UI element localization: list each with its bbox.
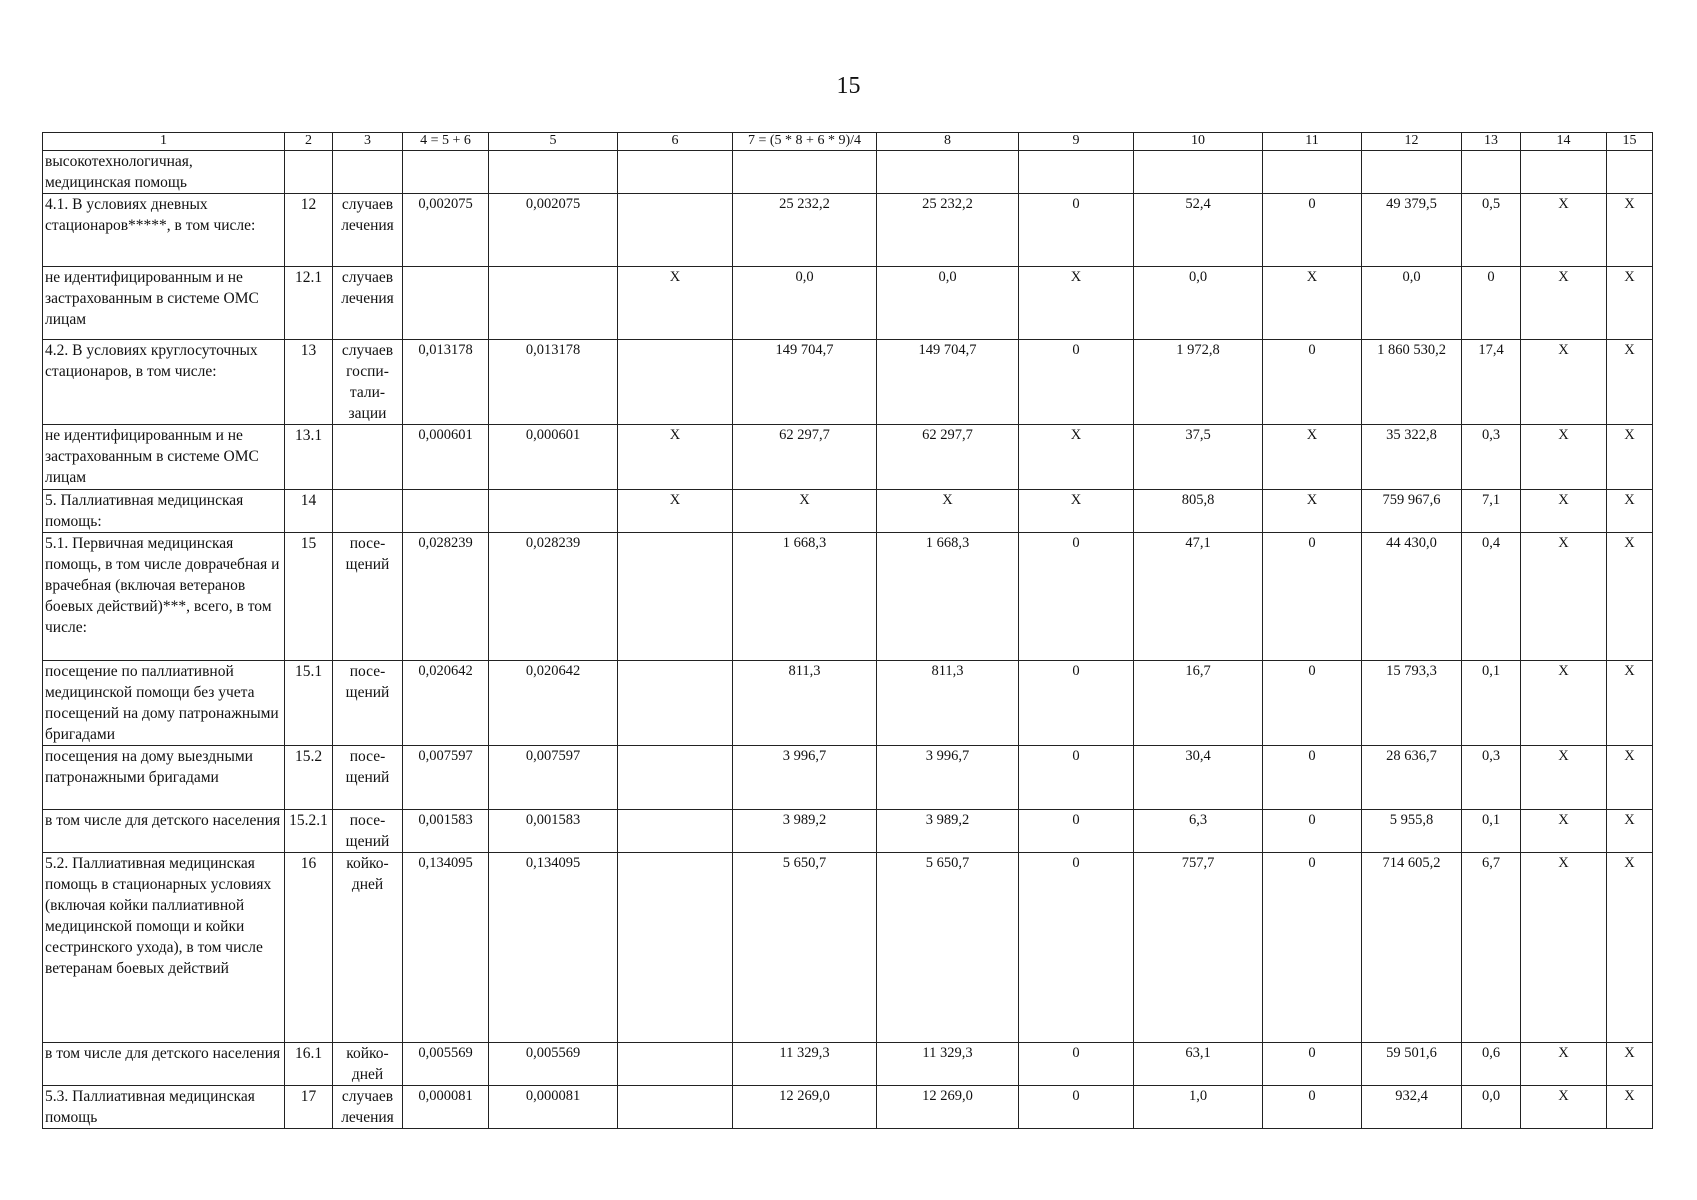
- table-cell-col-14: Х: [1521, 810, 1607, 853]
- table-cell-col-12: 15 793,3: [1362, 661, 1462, 746]
- table-cell-col-5: 0,028239: [489, 533, 618, 661]
- table-cell-col-11: 0: [1263, 533, 1362, 661]
- table-cell-col-13: 0,3: [1462, 425, 1521, 490]
- table-cell-col-3: [333, 490, 403, 533]
- table-cell-col-10: 757,7: [1134, 853, 1263, 1043]
- table-cell-col-14: Х: [1521, 1086, 1607, 1129]
- column-header-13: 13: [1462, 133, 1521, 151]
- table-cell-col-12: 759 967,6: [1362, 490, 1462, 533]
- table-cell-col-3: койко-дней: [333, 1043, 403, 1086]
- table-cell-col-8: [877, 151, 1019, 194]
- table-cell-col-1: не идентифицированным и не застрахованным в системе ОМС лицам: [43, 267, 285, 340]
- table-cell-col-5: 0,002075: [489, 194, 618, 267]
- table-cell-col-8: 5 650,7: [877, 853, 1019, 1043]
- table-cell-col-10: 37,5: [1134, 425, 1263, 490]
- table-cell-col-8: 62 297,7: [877, 425, 1019, 490]
- table-cell-col-5: 0,007597: [489, 746, 618, 810]
- table-cell-col-1: в том числе для детского населения: [43, 810, 285, 853]
- table-cell-col-3: случаев лечения: [333, 267, 403, 340]
- table-cell-col-9: 0: [1019, 853, 1134, 1043]
- table-cell-col-11: 0: [1263, 661, 1362, 746]
- table-cell-col-8: 25 232,2: [877, 194, 1019, 267]
- table-cell-col-10: 63,1: [1134, 1043, 1263, 1086]
- table-cell-col-2: 13: [285, 340, 333, 425]
- table-cell-col-4: 0,000601: [403, 425, 489, 490]
- table-cell-col-13: 0,1: [1462, 810, 1521, 853]
- table-cell-col-14: Х: [1521, 1043, 1607, 1086]
- table-cell-col-10: 0,0: [1134, 267, 1263, 340]
- table-cell-col-11: 0: [1263, 746, 1362, 810]
- table-cell-col-2: 15.2: [285, 746, 333, 810]
- table-cell-col-12: 44 430,0: [1362, 533, 1462, 661]
- table-cell-col-3: посе-щений: [333, 810, 403, 853]
- table-cell-col-7: 1 668,3: [733, 533, 877, 661]
- table-cell-col-4: 0,002075: [403, 194, 489, 267]
- table-cell-col-15: Х: [1607, 194, 1653, 267]
- table-cell-col-6: Х: [618, 267, 733, 340]
- table-cell-col-11: 0: [1263, 1043, 1362, 1086]
- table-cell-col-2: 12.1: [285, 267, 333, 340]
- table-cell-col-6: [618, 194, 733, 267]
- table-cell-col-12: 59 501,6: [1362, 1043, 1462, 1086]
- table-cell-col-11: 0: [1263, 853, 1362, 1043]
- table-row: [43, 1086, 1653, 1129]
- table-cell-col-6: Х: [618, 425, 733, 490]
- table-cell-col-4: 0,005569: [403, 1043, 489, 1086]
- header-row: [43, 133, 1653, 151]
- table-cell-col-15: Х: [1607, 746, 1653, 810]
- table-cell-col-12: 932,4: [1362, 1086, 1462, 1129]
- table-cell-col-4: 0,007597: [403, 746, 489, 810]
- table-row: [43, 340, 1653, 425]
- table-cell-col-14: Х: [1521, 490, 1607, 533]
- table-cell-col-9: 0: [1019, 746, 1134, 810]
- table-cell-col-13: 17,4: [1462, 340, 1521, 425]
- table-cell-col-9: 0: [1019, 1043, 1134, 1086]
- table-cell-col-2: 12: [285, 194, 333, 267]
- table-cell-col-2: 15.1: [285, 661, 333, 746]
- table-cell-col-14: Х: [1521, 194, 1607, 267]
- table-cell-col-4: [403, 490, 489, 533]
- table-cell-col-9: Х: [1019, 425, 1134, 490]
- table-cell-col-1: 5. Паллиативная медицинская помощь:: [43, 490, 285, 533]
- table-cell-col-9: [1019, 151, 1134, 194]
- table-cell-col-12: [1362, 151, 1462, 194]
- table-cell-col-10: 47,1: [1134, 533, 1263, 661]
- table-cell-col-1: 4.1. В условиях дневных стационаров*****, в том числе:: [43, 194, 285, 267]
- table-cell-col-3: [333, 425, 403, 490]
- table-cell-col-15: Х: [1607, 533, 1653, 661]
- table-cell-col-7: 12 269,0: [733, 1086, 877, 1129]
- table-cell-col-2: [285, 151, 333, 194]
- table-cell-col-14: Х: [1521, 853, 1607, 1043]
- table-cell-col-3: [333, 151, 403, 194]
- table-cell-col-12: 28 636,7: [1362, 746, 1462, 810]
- column-header-1: 1: [43, 133, 285, 151]
- table-cell-col-6: [618, 1043, 733, 1086]
- table-cell-col-5: [489, 151, 618, 194]
- table-cell-col-4: 0,134095: [403, 853, 489, 1043]
- data-table: [42, 132, 1653, 1129]
- table-cell-col-9: Х: [1019, 490, 1134, 533]
- table-cell-col-7: [733, 151, 877, 194]
- table-cell-col-7: 5 650,7: [733, 853, 877, 1043]
- table-cell-col-8: 11 329,3: [877, 1043, 1019, 1086]
- table-cell-col-2: 15: [285, 533, 333, 661]
- table-cell-col-6: [618, 1086, 733, 1129]
- table-cell-col-11: 0: [1263, 810, 1362, 853]
- table-cell-col-14: Х: [1521, 340, 1607, 425]
- column-header-8: 8: [877, 133, 1019, 151]
- column-header-4: 4 = 5 + 6: [403, 133, 489, 151]
- table-cell-col-5: 0,005569: [489, 1043, 618, 1086]
- table-cell-col-9: 0: [1019, 194, 1134, 267]
- table-cell-col-8: 0,0: [877, 267, 1019, 340]
- table-cell-col-2: 14: [285, 490, 333, 533]
- table-cell-col-14: [1521, 151, 1607, 194]
- table-cell-col-9: 0: [1019, 810, 1134, 853]
- table-cell-col-3: койко-дней: [333, 853, 403, 1043]
- table-cell-col-1: посещения на дому выездными патронажными бригадами: [43, 746, 285, 810]
- table-cell-col-12: 0,0: [1362, 267, 1462, 340]
- table-cell-col-5: 0,020642: [489, 661, 618, 746]
- table-cell-col-15: Х: [1607, 490, 1653, 533]
- table-cell-col-3: посе-щений: [333, 533, 403, 661]
- table-cell-col-6: [618, 661, 733, 746]
- table-cell-col-6: [618, 810, 733, 853]
- table-row: [43, 533, 1653, 661]
- column-header-11: 11: [1263, 133, 1362, 151]
- table-cell-col-15: Х: [1607, 340, 1653, 425]
- table-row: [43, 853, 1653, 1043]
- table-cell-col-6: [618, 533, 733, 661]
- table-cell-col-15: Х: [1607, 1086, 1653, 1129]
- column-header-12: 12: [1362, 133, 1462, 151]
- table-cell-col-2: 15.2.1: [285, 810, 333, 853]
- table-cell-col-2: 17: [285, 1086, 333, 1129]
- table-row: [43, 151, 1653, 194]
- table-row: [43, 267, 1653, 340]
- table-cell-col-10: 805,8: [1134, 490, 1263, 533]
- table-cell-col-9: 0: [1019, 661, 1134, 746]
- table-cell-col-1: 5.3. Паллиативная медицинская помощь: [43, 1086, 285, 1129]
- table-cell-col-6: [618, 853, 733, 1043]
- table-cell-col-10: 1,0: [1134, 1086, 1263, 1129]
- table-cell-col-12: 49 379,5: [1362, 194, 1462, 267]
- table-cell-col-3: случаев лечения: [333, 1086, 403, 1129]
- table-cell-col-4: 0,013178: [403, 340, 489, 425]
- table-cell-col-5: [489, 490, 618, 533]
- column-header-14: 14: [1521, 133, 1607, 151]
- table-cell-col-13: 0,4: [1462, 533, 1521, 661]
- table-cell-col-14: Х: [1521, 267, 1607, 340]
- table-cell-col-1: посещение по паллиативной медицинской помощи без учета посещений на дому патронажными бригадами: [43, 661, 285, 746]
- table-cell-col-15: Х: [1607, 810, 1653, 853]
- table-cell-col-13: 7,1: [1462, 490, 1521, 533]
- table-cell-col-3: случаев лечения: [333, 194, 403, 267]
- table-cell-col-1: в том числе для детского населения: [43, 1043, 285, 1086]
- table-cell-col-11: 0: [1263, 340, 1362, 425]
- table-row: [43, 661, 1653, 746]
- table-cell-col-1: не идентифицированным и не застрахованным в системе ОМС лицам: [43, 425, 285, 490]
- table-cell-col-15: Х: [1607, 661, 1653, 746]
- table-cell-col-13: 0,3: [1462, 746, 1521, 810]
- table-cell-col-8: 3 989,2: [877, 810, 1019, 853]
- table-cell-col-5: 0,000601: [489, 425, 618, 490]
- table-cell-col-14: Х: [1521, 533, 1607, 661]
- table-cell-col-9: 0: [1019, 533, 1134, 661]
- table-body: [43, 151, 1653, 1129]
- table-cell-col-6: [618, 151, 733, 194]
- table-cell-col-4: 0,000081: [403, 1086, 489, 1129]
- table-cell-col-5: 0,000081: [489, 1086, 618, 1129]
- table-cell-col-7: 149 704,7: [733, 340, 877, 425]
- table-cell-col-14: Х: [1521, 425, 1607, 490]
- table-cell-col-15: [1607, 151, 1653, 194]
- table-cell-col-9: 0: [1019, 1086, 1134, 1129]
- column-header-2: 2: [285, 133, 333, 151]
- column-header-9: 9: [1019, 133, 1134, 151]
- table-row: [43, 810, 1653, 853]
- table-row: [43, 194, 1653, 267]
- table-cell-col-13: [1462, 151, 1521, 194]
- table-cell-col-15: Х: [1607, 1043, 1653, 1086]
- table-cell-col-2: 16: [285, 853, 333, 1043]
- table-cell-col-12: 35 322,8: [1362, 425, 1462, 490]
- table-cell-col-7: 25 232,2: [733, 194, 877, 267]
- table-cell-col-7: 3 996,7: [733, 746, 877, 810]
- column-header-10: 10: [1134, 133, 1263, 151]
- table-cell-col-7: Х: [733, 490, 877, 533]
- table-cell-col-10: 6,3: [1134, 810, 1263, 853]
- table-cell-col-14: Х: [1521, 661, 1607, 746]
- column-header-6: 6: [618, 133, 733, 151]
- table-cell-col-10: 1 972,8: [1134, 340, 1263, 425]
- table-cell-col-6: Х: [618, 490, 733, 533]
- table-cell-col-1: 5.2. Паллиативная медицинская помощь в стационарных условиях (включая койки паллиативной медицинской помощи и койки сестринского ухода), в том числе ветеранам боевых действий: [43, 853, 285, 1043]
- table-cell-col-2: 16.1: [285, 1043, 333, 1086]
- table-cell-col-12: 1 860 530,2: [1362, 340, 1462, 425]
- table-cell-col-3: посе-щений: [333, 661, 403, 746]
- table-cell-col-7: 62 297,7: [733, 425, 877, 490]
- table-cell-col-10: 16,7: [1134, 661, 1263, 746]
- table-cell-col-12: 714 605,2: [1362, 853, 1462, 1043]
- table-cell-col-14: Х: [1521, 746, 1607, 810]
- table-cell-col-5: 0,134095: [489, 853, 618, 1043]
- table-cell-col-7: 0,0: [733, 267, 877, 340]
- table-cell-col-11: Х: [1263, 490, 1362, 533]
- table-row: [43, 746, 1653, 810]
- table-cell-col-13: 0: [1462, 267, 1521, 340]
- table-cell-col-6: [618, 340, 733, 425]
- table-cell-col-7: 3 989,2: [733, 810, 877, 853]
- table-cell-col-13: 0,5: [1462, 194, 1521, 267]
- table-cell-col-7: 811,3: [733, 661, 877, 746]
- table-cell-col-8: 1 668,3: [877, 533, 1019, 661]
- table-cell-col-2: 13.1: [285, 425, 333, 490]
- table-cell-col-3: посе-щений: [333, 746, 403, 810]
- table-cell-col-13: 0,1: [1462, 661, 1521, 746]
- table-cell-col-5: 0,013178: [489, 340, 618, 425]
- table-cell-col-8: 149 704,7: [877, 340, 1019, 425]
- table-cell-col-13: 0,6: [1462, 1043, 1521, 1086]
- table-cell-col-10: 52,4: [1134, 194, 1263, 267]
- table-cell-col-15: Х: [1607, 853, 1653, 1043]
- table-cell-col-4: [403, 267, 489, 340]
- table-cell-col-8: 3 996,7: [877, 746, 1019, 810]
- table-cell-col-5: 0,001583: [489, 810, 618, 853]
- table-cell-col-13: 6,7: [1462, 853, 1521, 1043]
- column-header-5: 5: [489, 133, 618, 151]
- table-cell-col-1: высокотехнологичная, медицинская помощь: [43, 151, 285, 194]
- table-cell-col-1: 4.2. В условиях круглосуточных стационаров, в том числе:: [43, 340, 285, 425]
- table-cell-col-5: [489, 267, 618, 340]
- table-row: [43, 425, 1653, 490]
- table-cell-col-8: 811,3: [877, 661, 1019, 746]
- table-cell-col-4: 0,028239: [403, 533, 489, 661]
- table-cell-col-10: 30,4: [1134, 746, 1263, 810]
- table-cell-col-15: Х: [1607, 425, 1653, 490]
- table-cell-col-10: [1134, 151, 1263, 194]
- table-cell-col-9: 0: [1019, 340, 1134, 425]
- page-number: 15: [836, 73, 861, 99]
- table-cell-col-11: 0: [1263, 194, 1362, 267]
- table-cell-col-8: Х: [877, 490, 1019, 533]
- table-cell-col-4: [403, 151, 489, 194]
- table-cell-col-7: 11 329,3: [733, 1043, 877, 1086]
- table-cell-col-11: Х: [1263, 425, 1362, 490]
- table-cell-col-13: 0,0: [1462, 1086, 1521, 1129]
- table-cell-col-4: 0,020642: [403, 661, 489, 746]
- table-row: [43, 1043, 1653, 1086]
- table-cell-col-3: случаев госпи-тали-зации: [333, 340, 403, 425]
- table-cell-col-11: [1263, 151, 1362, 194]
- table-cell-col-11: 0: [1263, 1086, 1362, 1129]
- table-cell-col-15: Х: [1607, 267, 1653, 340]
- table-cell-col-6: [618, 746, 733, 810]
- table-row: [43, 490, 1653, 533]
- column-header-3: 3: [333, 133, 403, 151]
- table-cell-col-12: 5 955,8: [1362, 810, 1462, 853]
- table-cell-col-11: Х: [1263, 267, 1362, 340]
- table-cell-col-8: 12 269,0: [877, 1086, 1019, 1129]
- table-cell-col-9: Х: [1019, 267, 1134, 340]
- column-header-15: 15: [1607, 133, 1653, 151]
- table-cell-col-4: 0,001583: [403, 810, 489, 853]
- column-header-7: 7 = (5 * 8 + 6 * 9)/4: [733, 133, 877, 151]
- table-cell-col-1: 5.1. Первичная медицинская помощь, в том числе доврачебная и врачебная (включая ветеранов боевых действий)***, всего, в том числе:: [43, 533, 285, 661]
